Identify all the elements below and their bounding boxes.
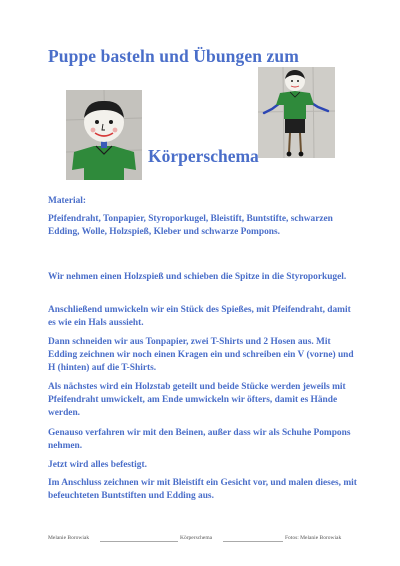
- page-footer: [48, 535, 353, 545]
- footer-author: Melanie Borowiak: [48, 535, 90, 541]
- footer-photo-credit: Fotos: Melanie Borowiak: [285, 535, 342, 541]
- puppet-full-body-photo: [258, 67, 335, 158]
- instruction-step: Dann schneiden wir aus Tonpapier, zwei T-Shirts und 2 Hosen aus. Mit Edding zeichnen wir noch einen Kragen ein und schreiben ein V (vorne) und H (hinten) auf die T-Shirts.: [48, 337, 354, 373]
- instruction-step: Jetzt wird alles befestigt.: [48, 460, 147, 470]
- material-text: Pfeifendraht, Tonpapier, Styroporkugel, Bleistift, Buntstifte, schwarzen Edding, Wolle, Holzspieß, Kleber und schwarze Pompons.: [48, 214, 333, 237]
- puppet-face-photo: [66, 90, 142, 180]
- instruction-step: Im Anschluss zeichnen wir mit Bleistift ein Gesicht vor, und malen dieses, mit befeuchteten Buntstiften und Edding aus.: [48, 478, 357, 501]
- footer-rule: [100, 541, 178, 542]
- footer-rule: [223, 541, 283, 542]
- page-title-continued: Körperschema: [148, 146, 259, 166]
- instruction-step: Als nächstes wird ein Holzstab geteilt und beide Stücke werden jeweils mit Pfeifendraht umwickelt, am Ende umwickeln wir öfters, damit es Hände werden.: [48, 382, 346, 418]
- instruction-step: Genauso verfahren wir mit den Beinen, außer dass wir als Schuhe Pompons nehmen.: [48, 428, 351, 451]
- material-heading: Material:: [48, 196, 86, 206]
- material-section: [48, 195, 358, 208]
- material-list: [48, 213, 358, 239]
- page-title: Puppe basteln und Übungen zum: [48, 46, 299, 66]
- footer-title: Körperschema: [180, 535, 213, 541]
- instruction-step: Anschließend umwickeln wir ein Stück des Spießes, mit Pfeifendraht, damit es wie ein Hals aussieht.: [48, 305, 351, 328]
- instruction-step: Wir nehmen einen Holzspieß und schieben die Spitze in die Styroporkugel.: [48, 272, 347, 282]
